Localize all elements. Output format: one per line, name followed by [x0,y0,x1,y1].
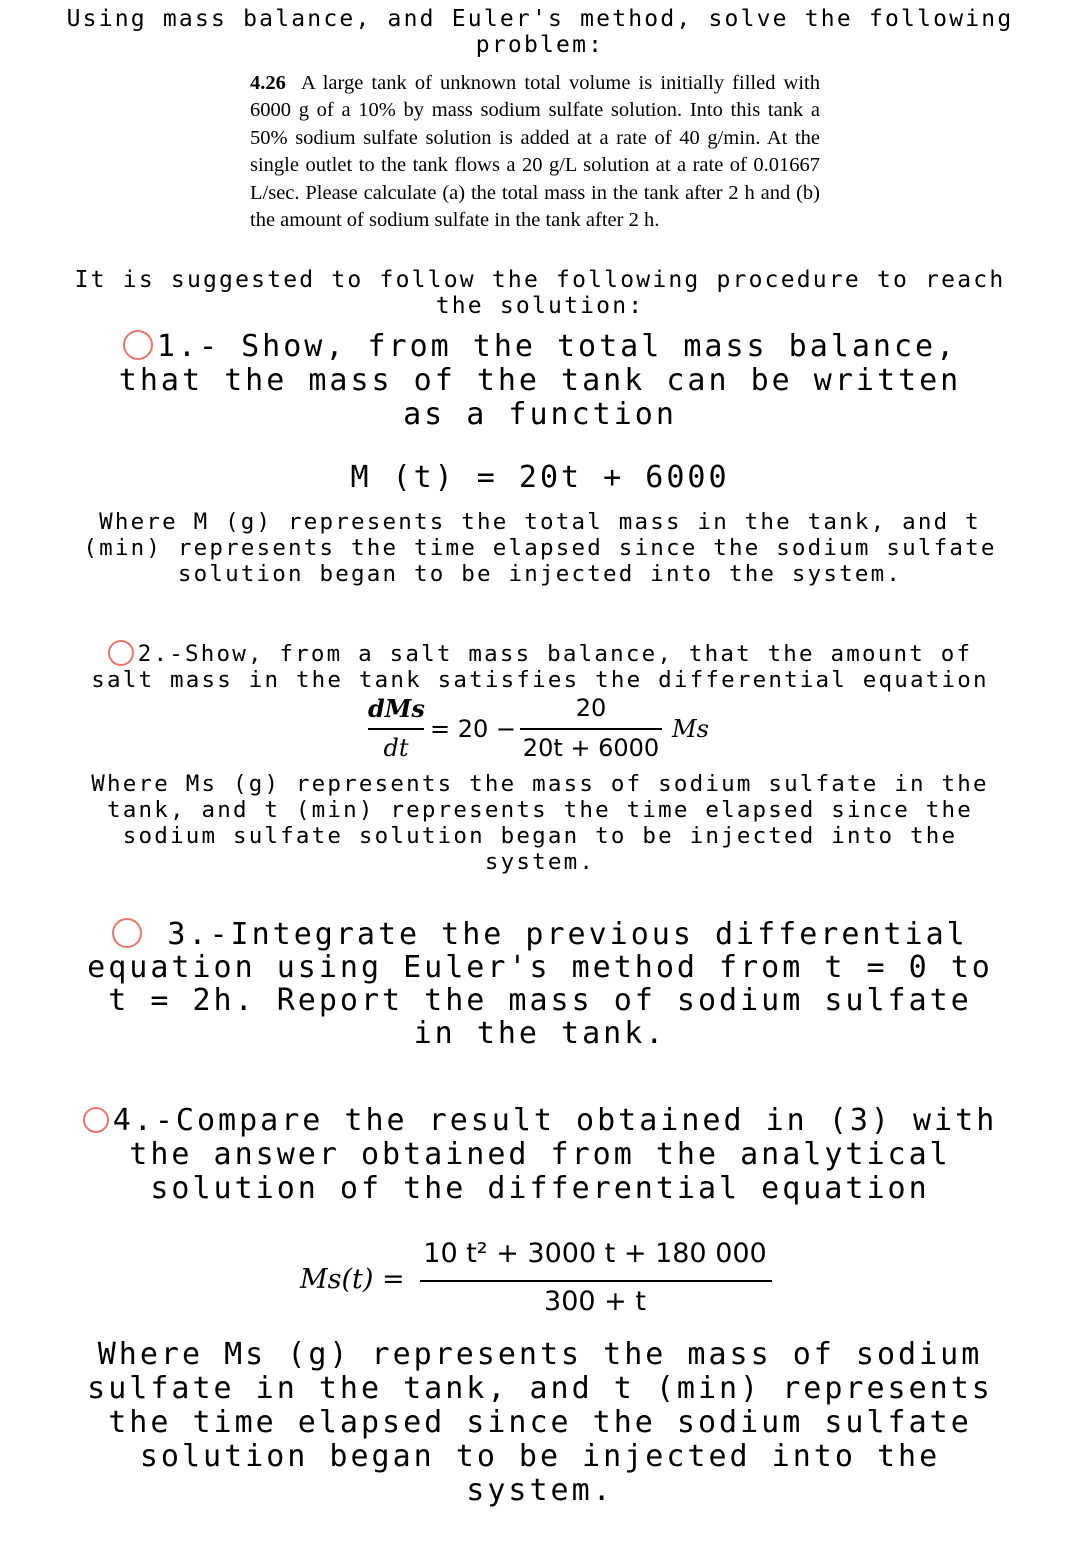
suggestion-text [0,267,1080,319]
eq4-fraction-bar [420,1280,772,1282]
eq2-frac-denominator: 20t + 6000 [522,734,660,762]
problem-statement [250,70,820,234]
step-3-line-2: equation using Euler's method from t = 0 to [87,950,993,985]
total-mass-equation: M (t) = 20t + 6000 [350,460,730,495]
step-2-where-line-2: tank, and t (min) represents the time elapsed since the [106,797,974,823]
eq4-lhs: Ms(t) = [300,1264,405,1295]
step-3-line-4: in the tank. [413,1016,667,1051]
eq2-middle: = 20 − [430,715,517,743]
step-1-line-2: that the mass of the tank can be written [118,363,962,398]
step-4-line-3: solution of the differential equation [150,1171,930,1206]
suggestion-line-1: It is suggested to follow the following procedure to reach [74,267,1006,293]
step-4 [0,1104,1080,1206]
step-1-where [0,509,1080,587]
step-3-line-3: t = 2h. Report the mass of sodium sulfate [108,983,972,1018]
eq2-frac-numerator: 20 [575,694,607,722]
step-1-where-line-2: (min) represents the time elapsed since the sodium sulfate [83,535,997,561]
step-2-radio-circle[interactable] [108,640,134,666]
step-1-radio-circle[interactable] [123,330,153,360]
problem-number: 4.26 [250,72,286,94]
step-3-line-1: 3.-Integrate the previous differential [167,917,968,952]
step-4-where [0,1338,1080,1508]
step-2-line-1: 2.-Show, from a salt mass balance, that the amount of [137,641,973,667]
eq2-tail: Ms [672,715,709,743]
step-4-line-2: the answer obtained from the analytical [129,1137,951,1172]
step-4-where-line-5: system. [466,1473,614,1508]
intro-line-1: Using mass balance, and Euler's method, solve the following [66,6,1014,32]
step-4-where-line-2: sulfate in the tank, and t (min) represents [87,1371,993,1406]
eq2-denominator: dt [383,734,409,762]
step-4-where-line-4: solution began to be injected into the [139,1439,941,1474]
eq2-numerator: dMs [368,694,425,723]
step-2-where-line-3: sodium sulfate solution began to be injected into the [122,823,958,849]
problem-text: A large tank of unknown total volume is initially filled with 6000 g of a 10% by mass sodium sulfate solution. Into this tank a 50% sodium sulfate solution is added at a rate of 40 g/min. At the single outlet to the tank flows a 20 g/L solution at a rate of 0.01667 L/sec. Please calculate (a) the total mass in the tank after 2 h and (b) the amount of sodium sulfate in the tank after 2 h. [250,72,820,232]
step-3-radio-circle[interactable] [112,918,142,948]
eq2-frac-bar [520,728,662,730]
intro-text [0,6,1080,58]
step-2-where [0,771,1080,875]
step-4-where-line-1: Where Ms (g) represents the mass of sodium [97,1337,983,1372]
eq4-denominator: 300 + t [544,1286,646,1317]
step-2 [0,641,1080,693]
step-3 [0,918,1080,1050]
step-4-where-line-3: the time elapsed since the sodium sulfate [108,1405,972,1440]
step-4-radio-circle[interactable] [83,1107,109,1133]
step-4-line-1: 4.-Compare the result obtained in (3) with [112,1103,998,1138]
step-2-where-line-1: Where Ms (g) represents the mass of sodium sulfate in the [91,771,989,797]
step-1 [0,330,1080,432]
suggestion-line-2: the solution: [435,293,645,319]
step-2-line-2: salt mass in the tank satisfies the differential equation [91,667,989,693]
step-2-where-line-4: system. [484,849,596,875]
eq4-numerator: 10 t² + 3000 t + 180 000 [423,1238,767,1269]
eq2-fraction-bar [368,728,424,730]
step-1-line-3: as a function [403,397,677,432]
step-1-line-1: 1.- Show, from the total mass balance, [156,329,958,364]
intro-line-2: problem: [475,32,605,58]
step-1-where-line-1: Where M (g) represents the total mass in the tank, and t [99,509,981,535]
step-1-where-line-3: solution began to be injected into the system. [177,561,903,587]
